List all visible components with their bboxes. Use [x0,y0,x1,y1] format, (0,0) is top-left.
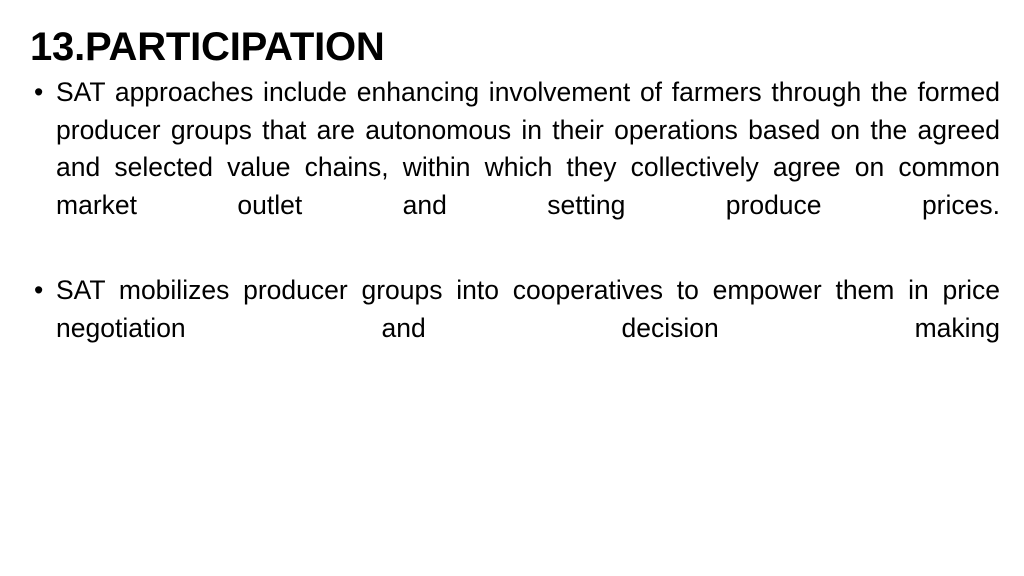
list-item [30,272,1000,385]
bullet-point-icon: • [34,77,44,107]
list-item [30,74,1000,262]
bullet-list [30,74,1000,385]
bullet-point-icon: • [34,275,44,306]
list-item-text: SAT approaches include enhancing involvement of farmers through the formed producer groups that are autonomous in their operations based on the agreed and selected value chains, within which they collectively agree on common market outlet and setting produce prices. [56,77,1000,220]
list-item-text: SAT mobilizes producer groups into cooperatives to empower them in price negotiation and decision making [56,275,1000,343]
page-title: 13.PARTICIPATION [30,25,385,69]
